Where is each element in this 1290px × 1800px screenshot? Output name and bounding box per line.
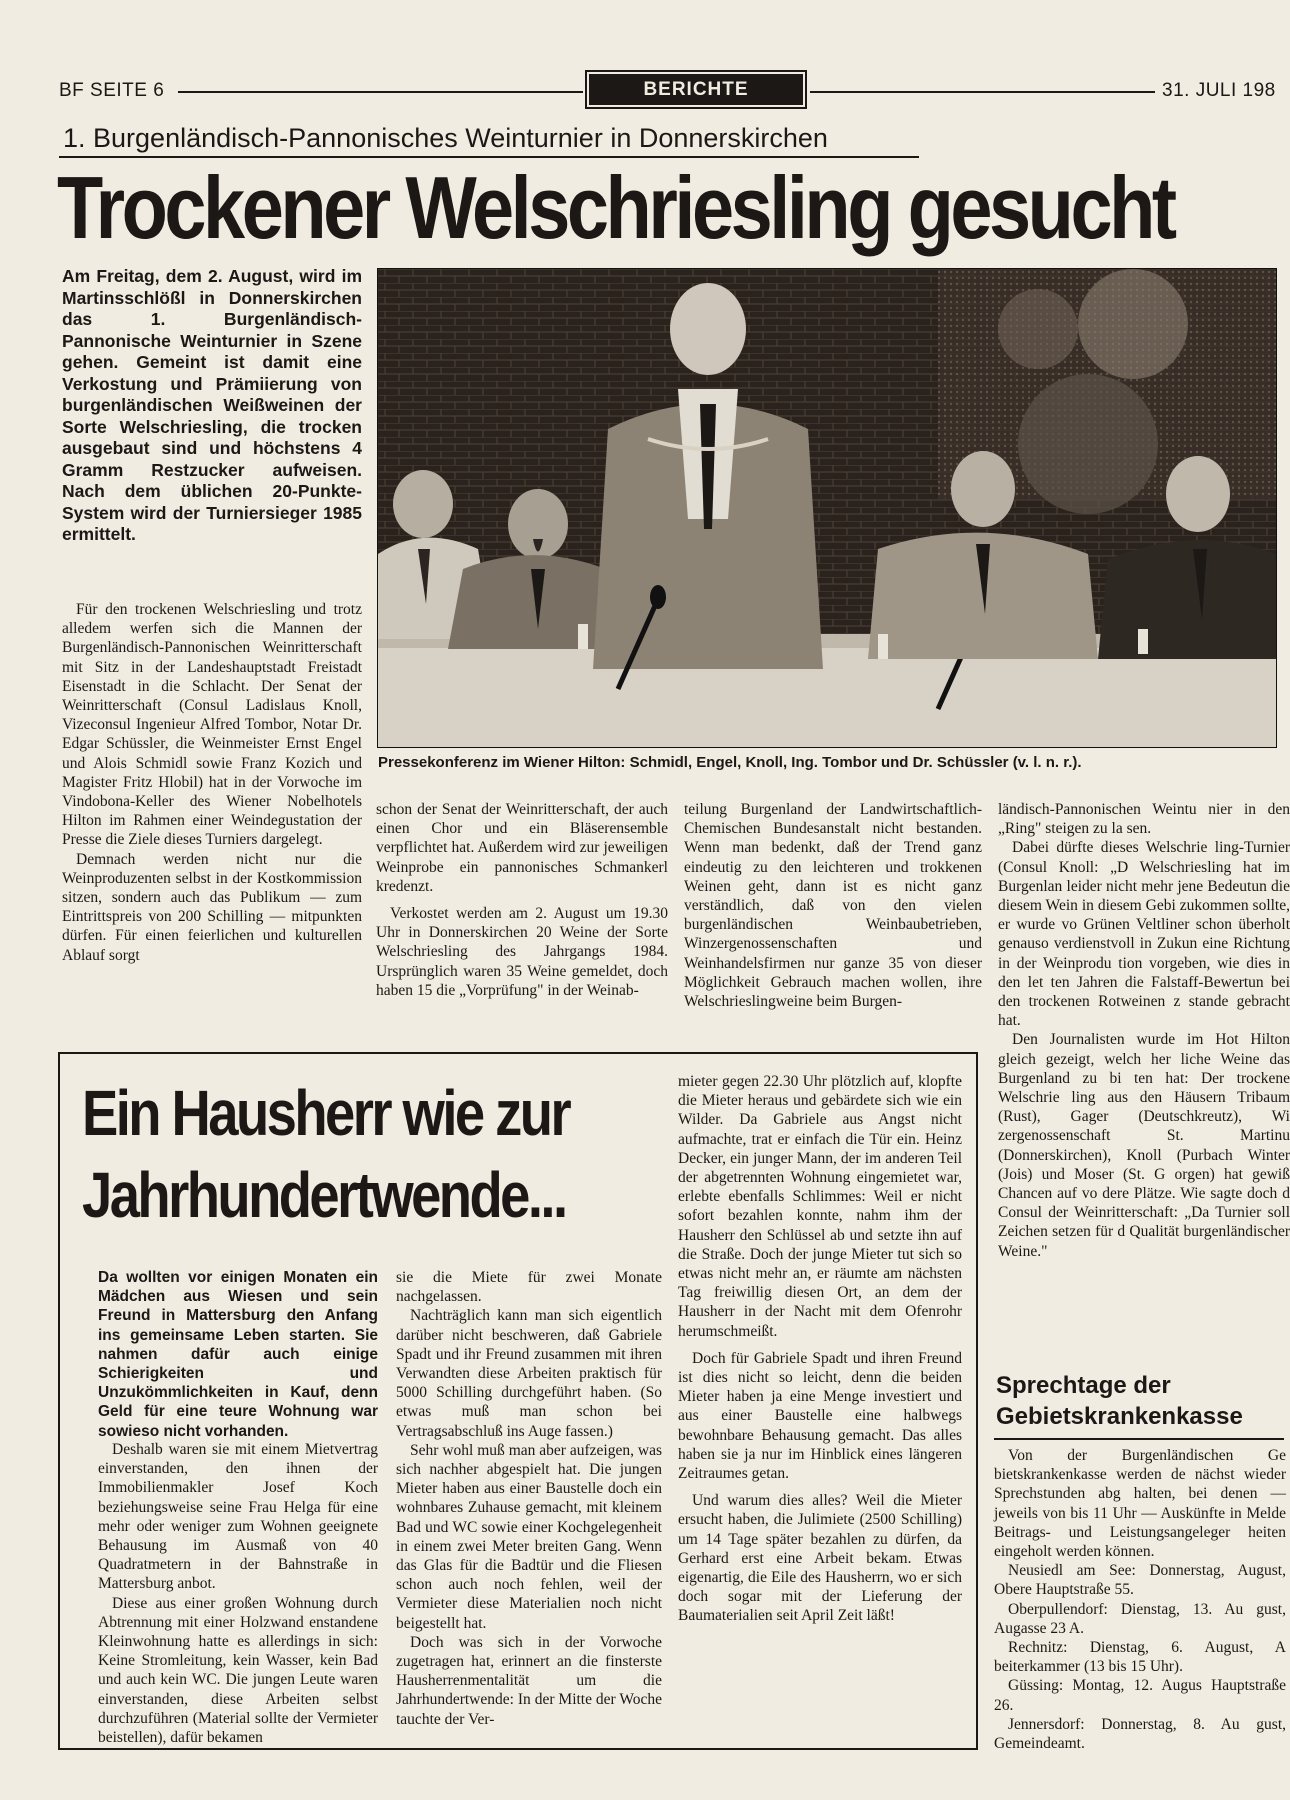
paragraph: Doch was sich in der Vorwoche zugetragen hat, erinnert an die finsterste Hausherrenmentalität um die Jahrhundertwende: In der Mitte der Woche tauchte der Ver- <box>396 1633 662 1728</box>
paragraph: mieter gegen 22.30 Uhr plötzlich auf, klopfte die Mieter heraus und gebärdete sich wie ein Wilder. Da Gabriele aus Angst nicht aufmachte, trat er einfach die Tür ein. Heinz Decker, ein junger Mann, der im anderen Teil der abgetrennten Wohnung eingemietet war, erlebte ebenfalls Schlimmes: Weil er nicht sofort bezahlen konnte, nahm ihm der Hausherr den Schlüssel ab und setzte ihn auf die Straße. Doch der junge Mieter tut sich so etwas nicht mehr an, er räumte am nächsten Tag freiwillig diesen Ort, an dem der Hausherr in der Nacht mit dem Ofenrohr herumschmeißt. <box>678 1073 962 1340</box>
paragraph: Güssing: Montag, 12. Augus Hauptstraße 26. <box>994 1677 1286 1714</box>
article-lead: Am Freitag, dem 2. August, wird im Martinsschlößl in Donnerskirchen das 1. Burgenländisch-Pannonische Weinturnier in Szene gehen. Gemeint ist damit eine Verkostung und Prämiierung von burgenländischen Weißweinen der Sorte Welschriesling, die trocken ausgebaut sind und höchstens 4 Gramm Restzucker aufweisen. Nach dem üblichen 20-Punkte-System wird der Turniersieger 1985 ermittelt. <box>62 266 362 544</box>
paragraph: Und warum dies alles? Weil die Mieter ersucht haben, die Julimiete (2500 Schilling) um 14 Tage später bezahlen zu dürfen, da Gerhard erst eine Arbeit bekam. Etwas eigenartig, die Eile des Hausherrn, wo er sich doch sogar mit der Lieferung der Baumaterialien seit April Zeit läßt! <box>678 1492 962 1625</box>
photo-illustration <box>378 269 1276 747</box>
page-number: BF SEITE 6 <box>59 80 165 101</box>
paragraph: Jennersdorf: Donnerstag, 8. Au gust, Gemeindeamt. <box>994 1715 1286 1753</box>
box-column-2 <box>396 1268 662 1729</box>
paragraph: teilung Burgenland der Landwirtschaftlich-Chemischen Bundesanstalt nicht bestanden. Wenn man bedenkt, daß der Trend ganz eindeutig zu den leichteren und trokkenen Weinen geht, dann ist es nicht ganz verständlich, daß von den vielen burgenländischen Weinbaubetrieben, Winzergenossenschaften und Weinhandelsfirmen nur ganze 35 von dieser Möglichkeit Gebrauch machen wollen, ihre Welschrieslingweine beim Burgen- <box>684 801 982 1011</box>
paragraph: Nachträglich kann man sich eigentlich darüber nicht beschweren, daß Gabriele Spadt und ihr Freund zusammen mit ihren Verwandten diese Arbeiten praktisch für 5000 Schilling durchgeführt haben. (So etwas muß man schon bei Vertragsabschluß ins Auge fassen.) <box>396 1307 662 1440</box>
press-conference-photo <box>377 268 1277 748</box>
article-kicker: 1. Burgenländisch-Pannonisches Weinturnier in Donnerskirchen <box>63 123 828 153</box>
side-headline-rule <box>994 1438 1284 1440</box>
paragraph: Demnach werden nicht nur die Weinproduzenten selbst in der Kostkommission sitzen, sondern auch das Publikum — zum Eintrittspreis von 200 Schilling — mitpunkten dürfen. Für einen feierlichen und kulturellen Ablauf sorgt <box>62 850 362 964</box>
article-headline: Trockener Welschriesling gesucht <box>57 158 1174 257</box>
paragraph: Doch für Gabriele Spadt und ihren Freund ist dies nicht so leicht, denn die beiden Mieter haben ja eine Menge investiert und aus einer Baustelle eine halbwegs bewohnbare Behausung gemacht. Das alles haben sie ja nur im Hinblick eines längeren Zeitraumes getan. <box>678 1349 962 1483</box>
paragraph: Von der Burgenländischen Ge bietskrankenkasse werden de nächst wieder Sprechstunden abg halten, bei denen — jeweils von bis 11 Uhr — Auskünfte in Melde Beitrags- und Leistungsangeleger heiten eingeholt werden können. <box>994 1447 1286 1561</box>
paragraph: Verkostet werden am 2. August um 19.30 Uhr in Donnerskirchen 20 Weine der Sorte Welschriesling des Jahrgangs 1984. Ursprünglich waren 35 Weine gemeldet, doch haben 15 die „Vorprüfung" in der Weinab- <box>376 905 668 999</box>
box-lead: Da wollten vor einigen Monaten ein Mädchen aus Wiesen und sein Freund in Mattersburg den Anfang ins gemeinsame Leben starten. Sie nahmen dafür auch einige Schierigkeiten und Unzukömmlichkeiten in Kauf, denn Geld für eine teure Wohnung war sowieso nicht vorhanden. <box>98 1269 378 1440</box>
paragraph: sie die Miete für zwei Monate nachgelassen. <box>396 1269 662 1306</box>
boxed-article <box>58 1052 978 1750</box>
column-4-clip <box>998 796 1290 1260</box>
side-headline-line-1: Sprechtage der <box>996 1372 1171 1399</box>
box-headline-line-2: Jahrhundertwende... <box>82 1159 566 1231</box>
box-column-3 <box>678 1072 962 1626</box>
paragraph: schon der Senat der Weinritterschaft, der auch einen Chor und ein Bläserensemble verpflichtet hat. Außerdem wird zur jeweiligen Weinprobe ein pannonisches Schmankerl kredenzt. <box>376 801 668 895</box>
side-article-clip <box>994 1092 1284 1772</box>
box-column-1 <box>98 1440 378 1747</box>
paragraph: Rechnitz: Dienstag, 6. August, A beiterkammer (13 bis 15 Uhr). <box>994 1639 1286 1676</box>
photo-caption: Pressekonferenz im Wiener Hilton: Schmidl, Engel, Knoll, Ing. Tombor und Dr. Schüssler (v. l. n. r.). <box>378 754 1082 771</box>
paragraph: Deshalb waren sie mit einem Mietvertrag einverstanden, den ihnen der Immobilienmakler Josef Koch beziehungsweise seine Frau Helga für eine mehr oder weniger zum Wohnen geeignete Behausung im Ausmaß von 40 Quadratmetern in der Bahnstraße in Mattersburg anbot. <box>98 1441 378 1593</box>
paragraph: Den Journalisten wurde im Hot Hilton gleich gezeigt, welch her liche Weine das Burgenland zu bi ten hat: Der trockene Welschrie ling aus den Häusern Tribaum (Rust), Gager (Deutschkreutz), Wi zergenossenschaft St. Martinu (Donnerskirchen), Knoll (Purbach Winter (Jois) und Moser (St. G orgen) hat gewiß Chancen auf vo dere Plätze. Wie sagte doch d Consul der Weinritterschaft: „Da Turnier soll Zeichen setzen für d Qualität burgenländischer Weine." <box>998 1031 1290 1260</box>
article-column-2 <box>376 800 668 1000</box>
paragraph: Dabei dürfte dieses Welschrie ling-Turnier (Consul Knoll: „D Welschriesling hat im Burgenlan leider nicht mehr jene Bedeutun die diesem Wein in diesem Gebi zukommen sollte, er wurde vo Grünen Veltliner schon überholt genauso verdienstvoll in Zukun eine Richtung in der Weinprodu tion vorgeben, wie dies in den let ten Jahren die Falstaff-Bewertun bei den trockenen Rotweinen z stande gebracht hat. <box>998 839 1290 1030</box>
paragraph: Sehr wohl muß man aber aufzeigen, was sich nachher abgespielt hat. Die jungen Mieter haben aus einer Baustelle doch ein wohnbares Zuhause gemacht, mit kleinem Bad und WC sowie einer Kochgelegenheit in einem zwei Meter breiten Gang. Wenn das Glas für die Badtür und die Fliesen schon auch noch fehlen, weil der Vermieter diese Materialien noch nicht beigestellt hat. <box>396 1441 662 1632</box>
side-headline-line-2: Gebietskrankenkasse <box>996 1403 1243 1430</box>
paragraph: Oberpullendorf: Dienstag, 13. Au gust, Augasse 23 A. <box>994 1600 1286 1637</box>
headline-clip <box>0 0 1284 270</box>
paragraph: ländisch-Pannonischen Weintu nier in den „Ring" steigen zu la sen. <box>998 801 1290 838</box>
article-column-1 <box>62 600 362 965</box>
section-rubric: BERICHTE <box>589 74 803 105</box>
issue-date: 31. JULI 198 <box>1162 80 1276 101</box>
article-column-3 <box>684 800 982 1011</box>
paragraph: Für den trockenen Welschriesling und trotz alledem werfen sich die Mannen der Burgenländisch-Pannonischen Weinritterschaft mit Sitz in der Landeshauptstadt Freistadt Eisenstadt in die Schlacht. Der Senat der Weinritterschaft (Consul Ladislaus Knoll, Vizeconsul Ingenieur Alfred Tombor, Notar Dr. Edgar Schüssler, die Weinmeister Ernst Engel und Alois Schmidl sowie Franz Kozich und Magister Fritz Hlobil) hat in der Vorwoche im Vindobona-Keller des Wiener Nobelhotels Hilton im Rahmen einer Weindegustation der Presse die Ziele dieses Turniers dargelegt. <box>62 601 362 849</box>
paragraph: Neusiedl am See: Donnerstag, August, Obere Hauptstraße 55. <box>994 1562 1286 1599</box>
paragraph: Diese aus einer großen Wohnung durch Abtrennung mit einer Holzwand enstandene Kleinwohnung hatte es allerdings in sich: Keine Stromleitung, kein Wasser, kein Bad und auch kein WC. Die jungen Leute waren einverstanden, diese Arbeiten selbst durchzuführen (Material sollte der Vermieter beistellen), dafür bekamen <box>98 1594 378 1747</box>
side-article-body <box>994 1446 1286 1753</box>
box-headline-line-1: Ein Hausherr wie zur <box>82 1077 570 1149</box>
